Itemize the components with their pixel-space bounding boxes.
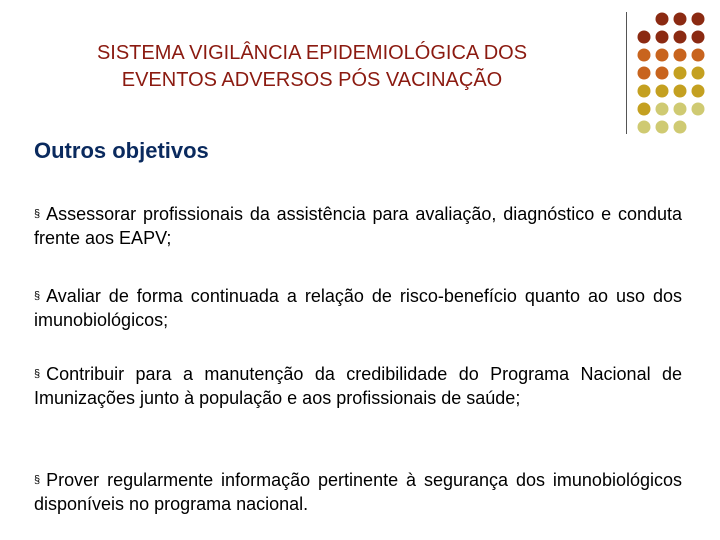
- section-subtitle: Outros objetivos: [34, 138, 209, 163]
- decorative-dot: [674, 31, 687, 44]
- decorative-dot: [692, 31, 705, 44]
- decorative-dot: [656, 121, 669, 134]
- bullet-marker: §: [34, 474, 41, 486]
- decorative-dot: [674, 103, 687, 116]
- decorative-dot: [674, 49, 687, 62]
- decorative-dot: [656, 85, 669, 98]
- bullet-item-2: [34, 284, 682, 332]
- decorative-dot: [638, 31, 651, 44]
- decorative-dot: [674, 67, 687, 80]
- decorative-dot-grid: [636, 12, 720, 134]
- slide-title: [22, 40, 602, 94]
- decorative-dot: [656, 31, 669, 44]
- decorative-dot: [638, 103, 651, 116]
- decorative-dot: [674, 121, 687, 134]
- decorative-dot: [692, 103, 705, 116]
- bullet-item-1: [34, 202, 682, 250]
- bullet-text: Assessorar profissionais da assistência para avaliação, diagnóstico e conduta frente aos EAPV;: [34, 204, 682, 248]
- decorative-dot: [692, 49, 705, 62]
- decorative-dot: [638, 67, 651, 80]
- decorative-divider: [626, 12, 627, 134]
- title-line-1: SISTEMA VIGILÂNCIA EPIDEMIOLÓGICA DOS: [96, 42, 528, 64]
- decorative-dot: [638, 121, 651, 134]
- decorative-dot: [638, 49, 651, 62]
- decorative-dot: [692, 67, 705, 80]
- bullet-marker: §: [34, 290, 41, 302]
- decorative-dot: [674, 13, 687, 26]
- decorative-dot: [656, 67, 669, 80]
- bullet-text: Prover regularmente informação pertinente à segurança dos imunobiológicos disponíveis no programa nacional.: [34, 470, 682, 514]
- decorative-dot: [656, 13, 669, 26]
- decorative-dot: [638, 85, 651, 98]
- bullet-text: Contribuir para a manutenção da credibilidade do Programa Nacional de Imunizações junto à população e aos profissionais de saúde;: [34, 364, 682, 408]
- bullet-marker: §: [34, 208, 41, 220]
- decorative-dot: [692, 85, 705, 98]
- title-line-2: EVENTOS ADVERSOS PÓS VACINAÇÃO: [121, 69, 503, 91]
- decorative-dot: [692, 13, 705, 26]
- decorative-dot: [674, 85, 687, 98]
- decorative-dot: [656, 103, 669, 116]
- bullet-text: Avaliar de forma continuada a relação de risco-benefício quanto ao uso dos imunobiológicos;: [34, 286, 682, 330]
- bullet-marker: §: [34, 368, 41, 380]
- bullet-item-4: [34, 468, 682, 516]
- decorative-dot: [656, 49, 669, 62]
- bullet-item-3: [34, 362, 682, 410]
